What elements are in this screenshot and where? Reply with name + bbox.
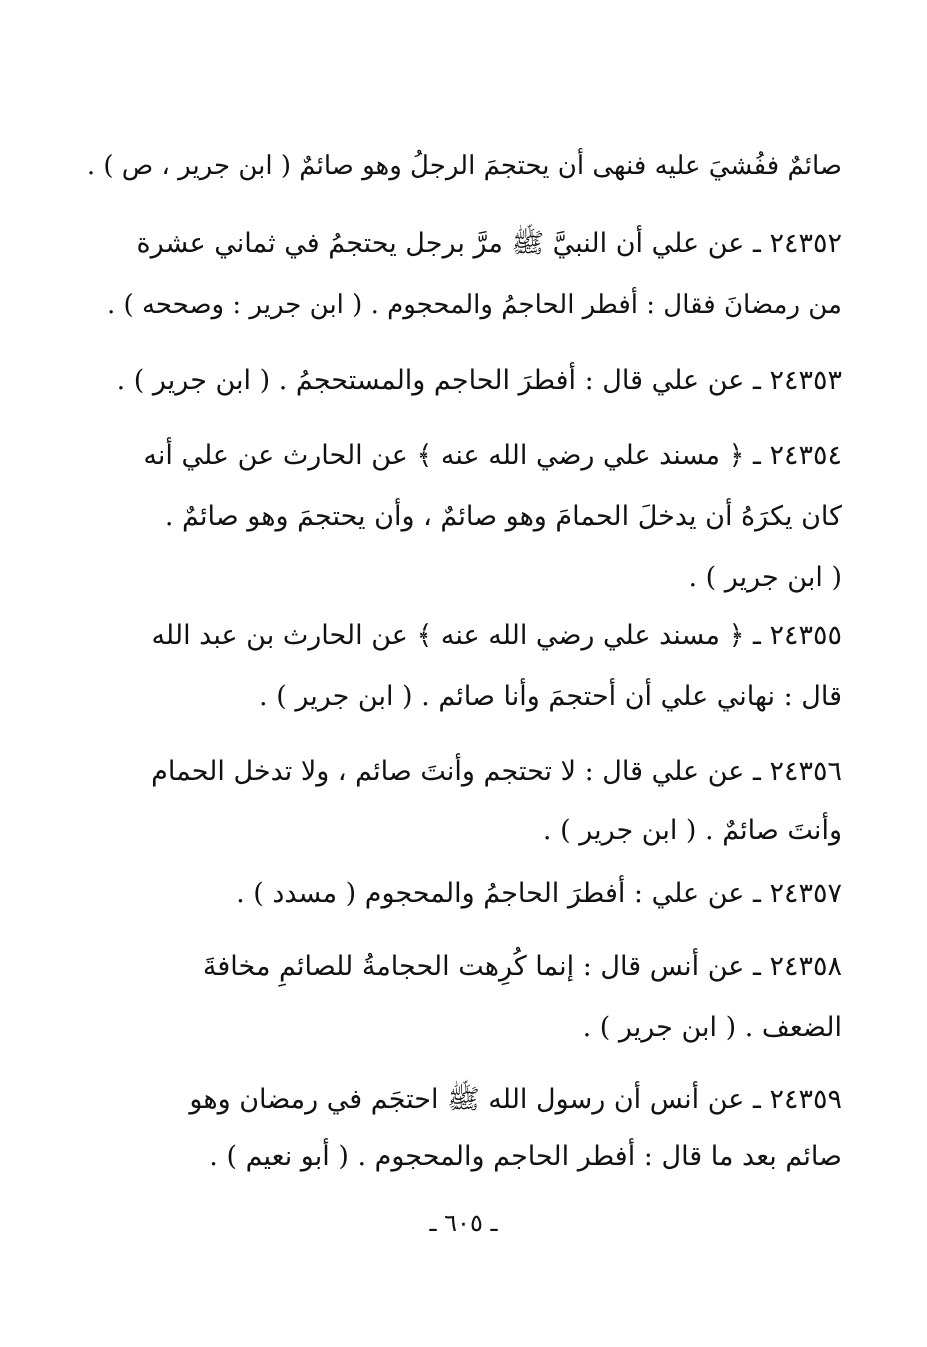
hadith-24352-line-1: ٢٤٣٥٢ ـ عن علي أن النبيَّ ﷺ مرَّ برجل يحتجمُ في ثماني عشرة — [136, 228, 842, 259]
hadith-24354-line-1: ٢٤٣٥٤ ـ ﴿ مسند علي رضي الله عنه ﴾ عن الحارث عن علي أنه — [143, 440, 842, 471]
text-line-1: صائمٌ ففُشيَ عليه فنهى أن يحتجمَ الرجلُ وهو صائمٌ ( ابن جرير ، ص ) . — [86, 151, 842, 181]
hadith-24357-line-1: ٢٤٣٥٧ ـ عن علي : أفطرَ الحاجمُ والمحجوم ( مسدد ) . — [236, 878, 842, 909]
hadith-24353-line-1: ٢٤٣٥٣ ـ عن علي قال : أفطرَ الحاجم والمستحجمُ . ( ابن جرير ) . — [116, 365, 842, 396]
hadith-24358-line-2: الضعف . ( ابن جرير ) . — [582, 1012, 842, 1043]
hadith-24356-line-1: ٢٤٣٥٦ ـ عن علي قال : لا تحتجم وأنتَ صائم ، ولا تدخل الحمام — [151, 756, 842, 787]
hadith-24359-line-2: صائم بعد ما قال : أفطر الحاجم والمحجوم . ( أبو نعيم ) . — [209, 1141, 842, 1172]
hadith-24359-line-1: ٢٤٣٥٩ ـ عن أنس أن رسول الله ﷺ احتجَم في رمضان وهو — [189, 1084, 842, 1115]
hadith-24358-line-1: ٢٤٣٥٨ ـ عن أنس قال : إنما كُرِهت الحجامةُ للصائمِ مخافةَ — [202, 951, 842, 982]
page-number: ـ ٦٠٥ ـ — [429, 1209, 498, 1237]
hadith-24356-line-2: وأنتَ صائمٌ . ( ابن جرير ) . — [542, 815, 842, 846]
hadith-24354-line-3: ( ابن جرير ) . — [688, 562, 842, 593]
hadith-24355-line-1: ٢٤٣٥٥ ـ ﴿ مسند علي رضي الله عنه ﴾ عن الحارث بن عبد الله — [151, 620, 842, 651]
hadith-24352-line-2: من رمضانَ فقال : أفطر الحاجمُ والمحجوم . ( ابن جرير : وصححه ) . — [107, 290, 842, 320]
hadith-24355-line-2: قال : نهاني علي أن أحتجمَ وأنا صائم . ( ابن جرير ) . — [259, 681, 842, 712]
hadith-24354-line-2: كان يكرَهُ أن يدخلَ الحمامَ وهو صائمٌ ، وأن يحتجمَ وهو صائمٌ . — [164, 501, 842, 532]
